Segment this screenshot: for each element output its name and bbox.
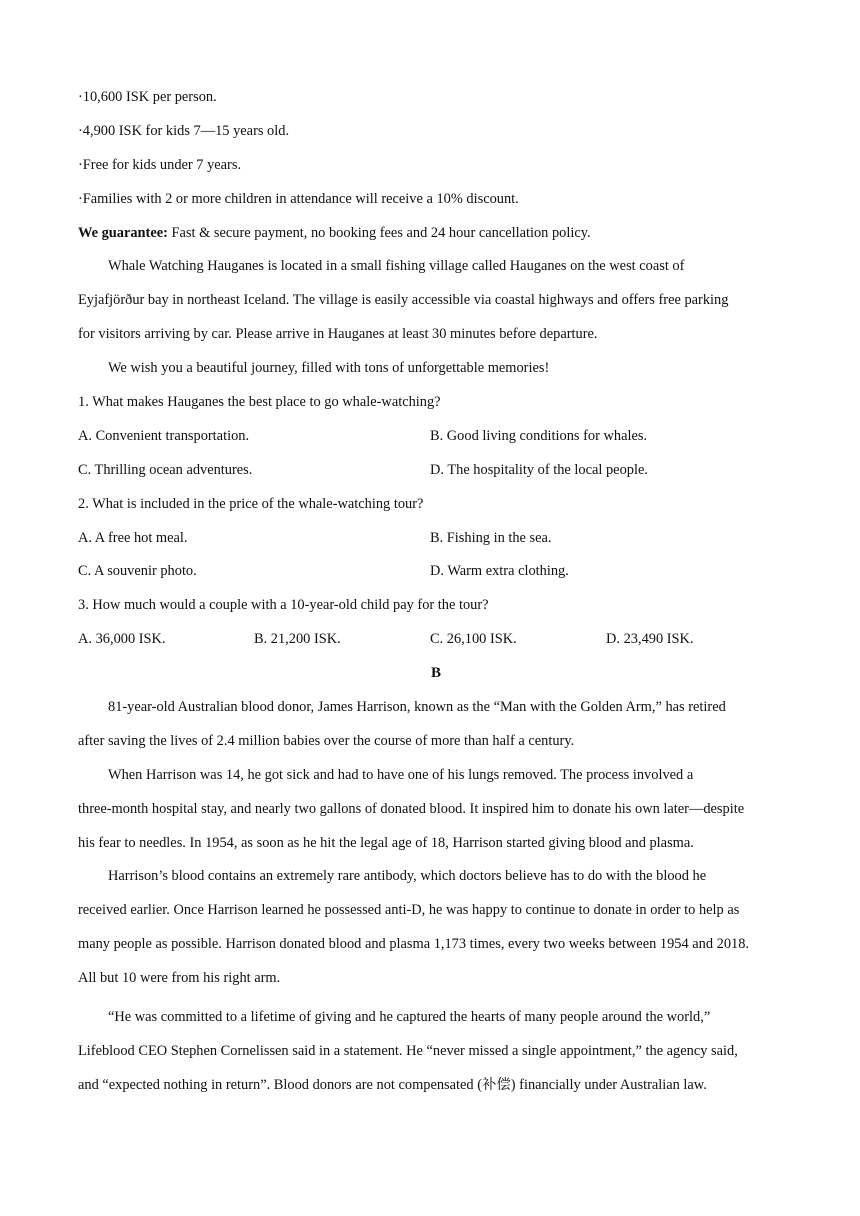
- article-line: his fear to needles. In 1954, as soon as he hit the legal age of 18, Harrison started giving blood and plasma.: [78, 834, 694, 851]
- article-line: many people as possible. Harrison donated blood and plasma 1,173 times, every two weeks between 1954 and 2018.: [78, 936, 750, 953]
- option: D. 23,490 ISK.: [606, 631, 694, 648]
- option: B. Fishing in the sea.: [430, 529, 552, 546]
- price-item: ·Families with 2 or more children in attendance will receive a 10% discount.: [78, 190, 519, 207]
- location-line: for visitors arriving by car. Please arrive in Hauganes at least 30 minutes before departure.: [78, 326, 598, 343]
- article-line: and “expected nothing in return”. Blood donors are not compensated (补偿) financially under Australian law.: [78, 1076, 707, 1093]
- location-line: Eyjafjörður bay in northeast Iceland. The village is easily accessible via coastal highways and offers free parking: [78, 292, 729, 309]
- document-page: [78, 84, 794, 1106]
- option: A. A free hot meal.: [78, 529, 188, 546]
- option: A. Convenient transportation.: [78, 427, 250, 444]
- question-options-row: [78, 423, 794, 457]
- option: B. 21,200 ISK.: [254, 631, 341, 648]
- article-line: after saving the lives of 2.4 million babies over the course of more than half a century.: [78, 732, 575, 749]
- article-line: All but 10 were from his right arm.: [78, 970, 281, 987]
- question-options-row: [78, 525, 794, 559]
- article-line: Harrison’s blood contains an extremely rare antibody, which doctors believe has to do with the blood he: [108, 868, 707, 885]
- question-options-row: [78, 626, 794, 660]
- option: B. Good living conditions for whales.: [430, 427, 648, 444]
- price-item: ·Free for kids under 7 years.: [78, 156, 242, 173]
- guarantee-text: Fast & secure payment, no booking fees and 24 hour cancellation policy.: [167, 224, 591, 241]
- question-options-row: [78, 457, 794, 491]
- article-line: When Harrison was 14, he got sick and had to have one of his lungs removed. The process involved a: [108, 766, 694, 783]
- article-line: Lifeblood CEO Stephen Cornelissen said in a statement. He “never missed a single appointment,” the agency said,: [78, 1042, 738, 1059]
- option: A. 36,000 ISK.: [78, 631, 166, 648]
- article-line: three-month hospital stay, and nearly two gallons of donated blood. It inspired him to donate his own later—despite: [78, 800, 745, 817]
- article-line: “He was committed to a lifetime of giving and he captured the hearts of many people around the world,”: [108, 1009, 711, 1026]
- option: D. Warm extra clothing.: [430, 563, 569, 580]
- article-line: 81-year-old Australian blood donor, James Harrison, known as the “Man with the Golden Arm,” has retired: [108, 699, 726, 716]
- location-line: Whale Watching Hauganes is located in a small fishing village called Hauganes on the west coast of: [108, 258, 685, 275]
- question-stem: 3. How much would a couple with a 10-year-old child pay for the tour?: [78, 597, 489, 614]
- article-line: received earlier. Once Harrison learned he possessed anti-D, he was happy to continue to donate in order to help as: [78, 902, 740, 919]
- closing-line: We wish you a beautiful journey, filled with tons of unforgettable memories!: [108, 360, 550, 377]
- question-options-row: [78, 558, 794, 592]
- option: C. 26,100 ISK.: [430, 631, 517, 648]
- option: D. The hospitality of the local people.: [430, 461, 648, 478]
- question-stem: 1. What makes Hauganes the best place to go whale-watching?: [78, 394, 441, 411]
- guarantee-label: We guarantee:: [78, 224, 168, 241]
- price-item: ·10,600 ISK per person.: [78, 89, 217, 105]
- option: C. Thrilling ocean adventures.: [78, 461, 253, 478]
- guarantee-line: [78, 220, 794, 254]
- question-stem: 2. What is included in the price of the whale-watching tour?: [78, 495, 424, 512]
- section-heading: B: [430, 665, 441, 682]
- price-item: ·4,900 ISK for kids 7—15 years old.: [78, 122, 290, 139]
- option: C. A souvenir photo.: [78, 563, 197, 580]
